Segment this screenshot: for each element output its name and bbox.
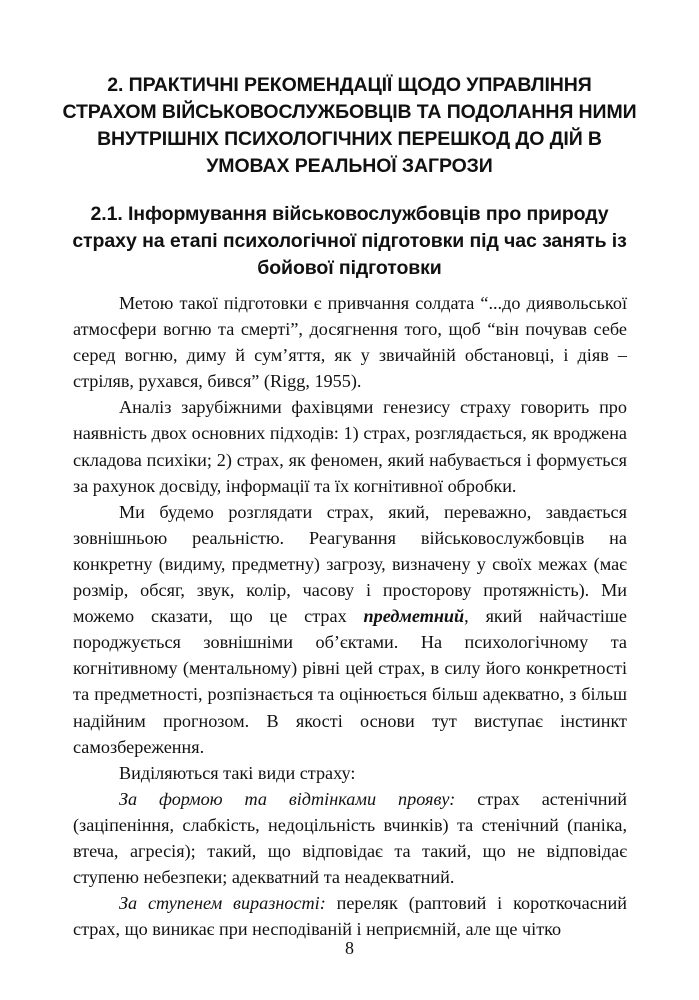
paragraph-objective-fear-part-b: , який найчастіше породжується зовнішніми об’єктами. На психологічному та когнітивному (ментальному) рівні цей страх, в силу його конкретності та предметності, розпізнається та оцінюється більш адекватно, з більш надійним прогнозом. В якості основи тут виступає інстинкт самозбереження. — [73, 606, 628, 757]
paragraph-objective-fear — [73, 499, 627, 760]
by-degree-label: За ступенем виразності: — [119, 893, 326, 914]
page-number: 8 — [345, 938, 354, 958]
by-form-text: страх астенічний (заціпеніння, слабкість, недоцільність вчинків) та стенічний (паніка, втеча, агресія); такий, що відповідає та такий, що не відповідає ступеню небезпеки; адекватний та неадекватний. — [73, 788, 627, 888]
by-degree-text: переляк (раптовий і короткочасний страх, що виникає при несподіваній і неприємній, але ще чітко — [73, 893, 627, 940]
paragraph-by-form — [73, 786, 627, 890]
subsection-heading: 2.1. Інформування військовослужбовців про природу страху на етапі психологічної підготовки під час занять із бойової підготовки — [72, 203, 627, 279]
by-form-label: За формою та відтінками прояву: — [119, 788, 456, 809]
paragraph-goal: Метою такої підготовки є привчання солдата “...до диявольської атмосфери вогню та смерті”, досягнення того, щоб “він почував себе серед вогню, диму й сум’яття, як у звичайній обстановці, і діяв – стріляв, рухався, бився” (Rigg, 1955). — [73, 293, 627, 392]
paragraph-objective-fear-part-a: Ми будемо розглядати страх, який, переважно, завдається зовнішньою реальністю. Реагування військовослужбовців на конкретну (видиму, предметну) загрозу, визначену у своїх межах (має розмір, обсяг, звук, колір, часову і просторову протяжність). Ми можемо сказати, що це страх — [73, 501, 627, 627]
emphasis-objective: предметний — [363, 606, 465, 627]
paragraph-by-degree — [73, 890, 627, 942]
body-text — [73, 290, 627, 942]
section-heading: 2. ПРАКТИЧНІ РЕКОМЕНДАЦІЇ ЩОДО УПРАВЛІННЯ СТРАХОМ ВІЙСЬКОВОСЛУЖБОВЦІВ ТА ПОДОЛАННЯ НИМИ ВНУТРІШНІХ ПСИХОЛОГІЧНИХ ПЕРЕШКОД ДО ДІЙ В УМОВАХ РЕАЛЬНОЇ ЗАГРОЗИ — [62, 74, 637, 177]
paragraph-analysis: Аналіз зарубіжними фахівцями генезису страху говорить про наявність двох основних підходів: 1) страх, розглядається, як вроджена складова психіки; 2) страх, як феномен, який набувається і формується за рахунок досвіду, інформації та їх когнітивної обробки. — [73, 397, 627, 496]
paragraph-types-intro: Виділяються такі види страху: — [119, 762, 356, 783]
